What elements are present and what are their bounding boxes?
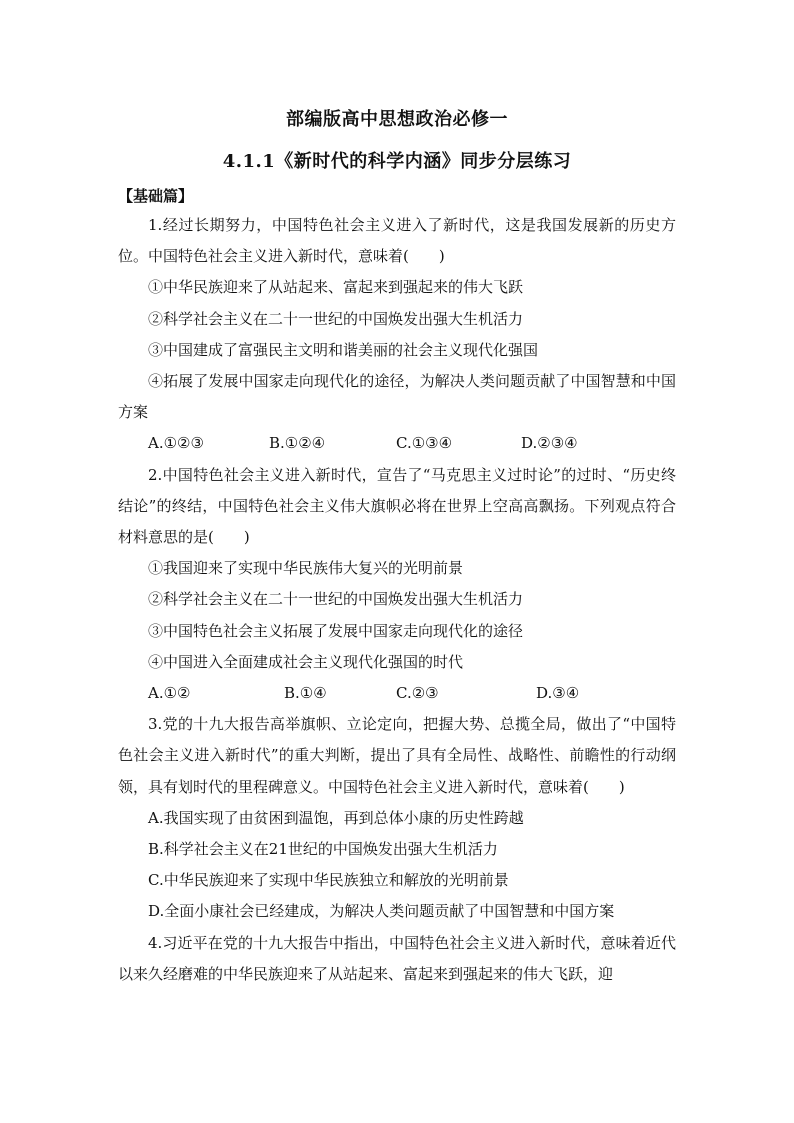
section-label: 【基础篇】 (118, 187, 194, 205)
question-2-option-a: A.①② (148, 684, 191, 703)
question-2-statement-2: ②科学社会主义在二十一世纪的中国焕发出强大生机活力 (148, 590, 524, 609)
question-1-statement-3: ③中国建成了富强民主文明和谐美丽的社会主义现代化强国 (148, 340, 539, 359)
question-1-statement-1: ①中华民族迎来了从站起来、富起来到强起来的伟大飞跃 (148, 278, 524, 297)
question-1-options (118, 428, 676, 459)
question-4-stem: 4.习近平在党的十九大报告中指出，中国特色社会主义进入新时代，意味着近代以来久经磨难的中华民族迎来了从站起来、富起来到强起来的伟大飞跃，迎 (118, 933, 676, 983)
question-1-option-b: B.①②④ (269, 434, 326, 453)
question-1-statement-2: ②科学社会主义在二十一世纪的中国焕发出强大生机活力 (148, 309, 524, 328)
document-title: 部编版高中思想政治必修一 (286, 109, 508, 130)
question-list (118, 210, 676, 990)
question-3-option-c: C.中华民族迎来了实现中华民族独立和解放的光明前景 (148, 871, 509, 890)
question-2-stem: 2.中国特色社会主义进入新时代，宣告了“马克思主义过时论”的过时、“历史终结论”的终结，中国特色社会主义伟大旗帜必将在世界上空高高飘扬。下列观点符合材料意思的是( ) (118, 465, 676, 547)
question-1-statement-4: ④拓展了发展中国家走向现代化的途径，为解决人类问题贡献了中国智慧和中国方案 (118, 372, 676, 422)
question-2-options (118, 678, 676, 709)
question-3-stem: 3.党的十九大报告高举旗帜、立论定向，把握大势、总揽全局，做出了“中国特色社会主义进入新时代”的重大判断，提出了具有全局性、战略性、前瞻性的行动纲领，具有划时代的里程碑意义。中国特色社会主义进入新时代，意味着( ) (118, 715, 676, 796)
question-3-option-b: B.科学社会主义在21世纪的中国焕发出强大生机活力 (148, 840, 498, 859)
document-subtitle: 4.1.1《新时代的科学内涵》同步分层练习 (222, 151, 572, 172)
question-1-option-a: A.①②③ (148, 434, 204, 453)
question-1-stem: 1.经过长期努力，中国特色社会主义进入了新时代，这是我国发展新的历史方位。中国特色社会主义进入新时代，意味着( ) (118, 216, 676, 266)
question-1-option-d: D.②③④ (521, 434, 578, 453)
question-2-option-d: D.③④ (536, 684, 580, 703)
question-2-statement-3: ③中国特色社会主义拓展了发展中国家走向现代化的途径 (148, 621, 524, 640)
question-2-statement-4: ④中国进入全面建成社会主义现代化强国的时代 (148, 652, 464, 671)
question-2-statement-1: ①我国迎来了实现中华民族伟大复兴的光明前景 (148, 559, 464, 578)
question-3-option-d: D.全面小康社会已经建成，为解决人类问题贡献了中国智慧和中国方案 (148, 902, 615, 921)
question-2-option-b: B.①④ (284, 684, 327, 703)
question-1-option-c: C.①③④ (396, 434, 453, 453)
question-3-option-a: A.我国实现了由贫困到温饱，再到总体小康的历史性跨越 (148, 808, 524, 827)
question-2-option-c: C.②③ (396, 684, 439, 703)
